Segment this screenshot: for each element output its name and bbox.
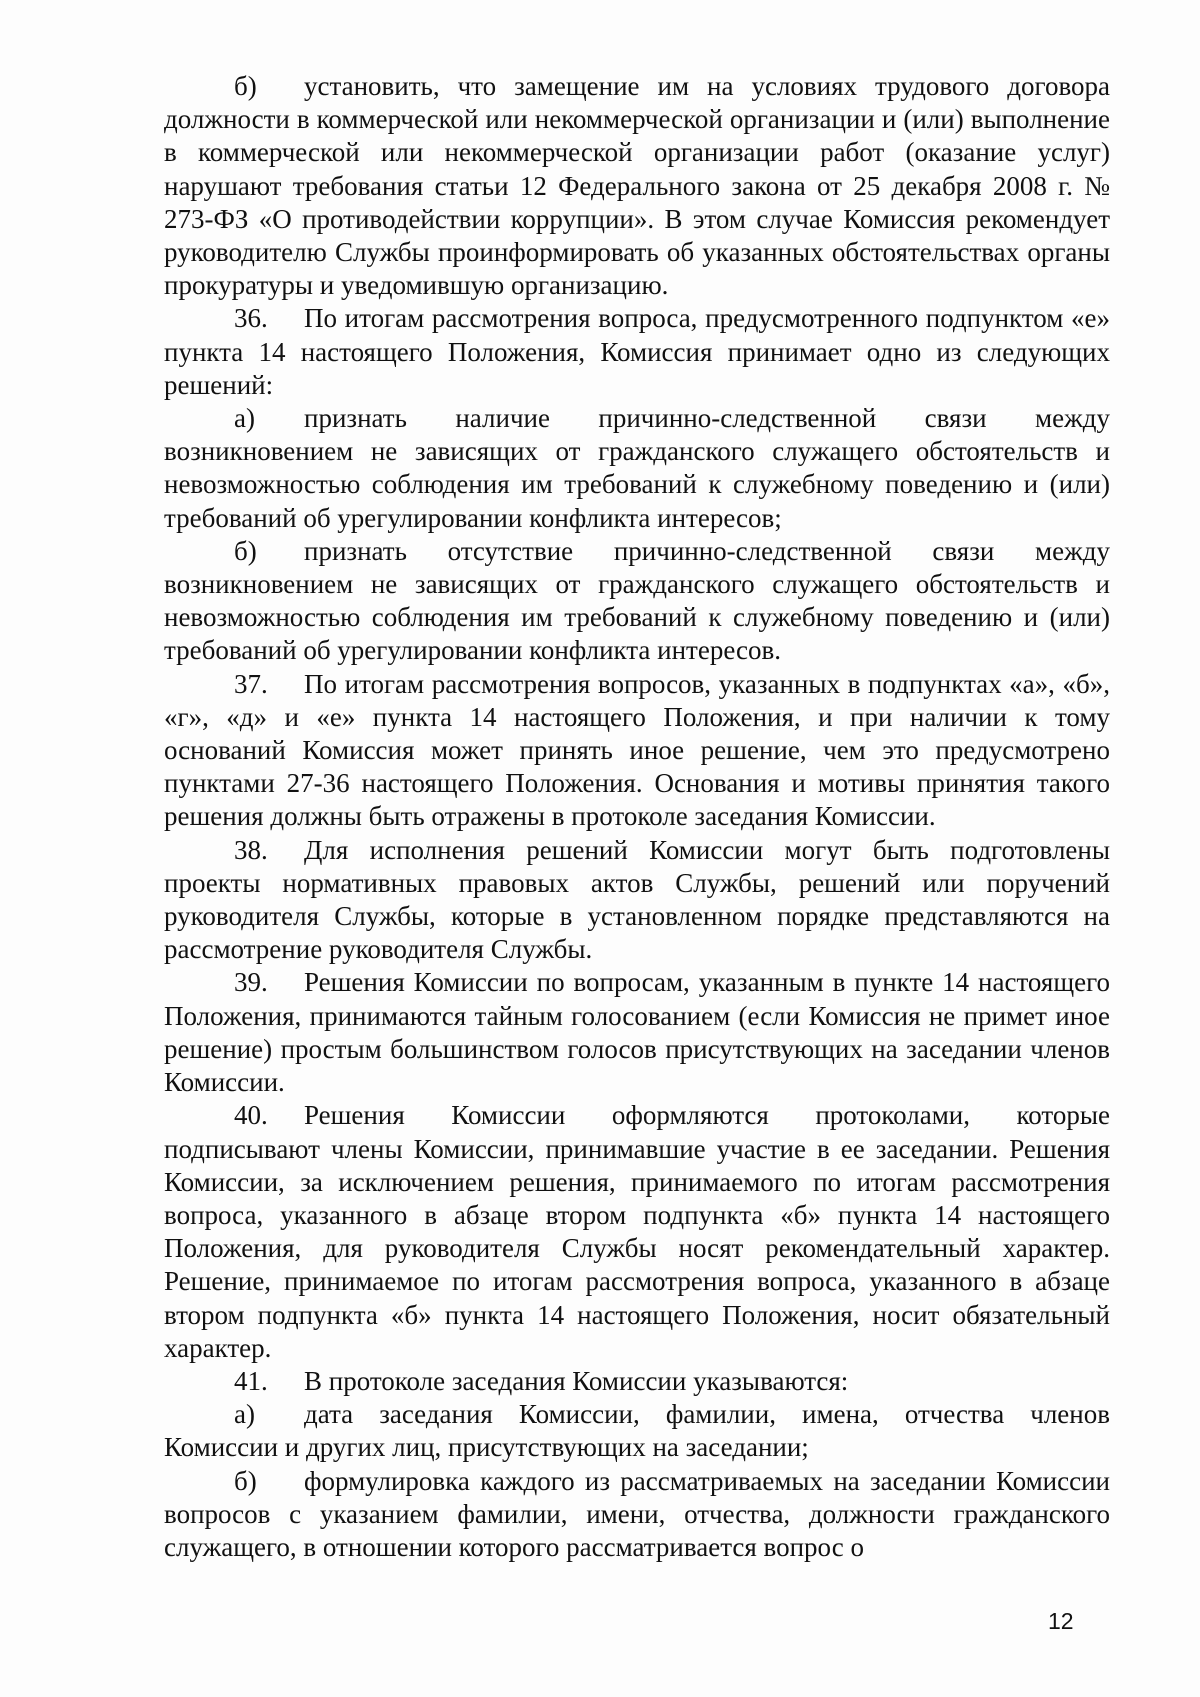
paragraph-37 (164, 668, 1110, 834)
paragraph-number: а) (234, 403, 255, 434)
paragraph-text: Для исполнения решений Комиссии могут быть подготовлены проекты нормативных правовых актов Службы, решений или поручений руководителя Службы, которые в установленном порядке представляются на рассмотрение руководителя Службы. (164, 834, 1110, 965)
paragraph-number: б) (234, 535, 257, 566)
paragraph-number: 40. (234, 1100, 268, 1131)
paragraph-number: 36. (234, 303, 268, 334)
paragraph-text: формулировка каждого из рассматриваемых на заседании Комиссии вопросов с указанием фамилии, имени, отчества, должности гражданского служащего, в отношении которого рассматривается вопрос о (164, 1465, 1110, 1562)
paragraph-38 (164, 834, 1110, 967)
paragraph-36-b (164, 535, 1110, 668)
paragraph-number: 37. (234, 668, 268, 699)
paragraph-text: Решения Комиссии по вопросам, указанным в пункте 14 настоящего Положения, принимаются тайным голосованием (если Комиссия не примет иное решение) простым большинством голосов присутствующих на заседании членов Комиссии. (164, 967, 1110, 1098)
paragraph-36 (164, 302, 1110, 402)
paragraph-41-b (164, 1465, 1110, 1565)
paragraph-39 (164, 966, 1110, 1099)
paragraph-text: признать отсутствие причинно-следственной связи между возникновением не зависящих от гражданского служащего обстоятельств и невозможностью соблюдения им требований к служебному поведению и (или) требований об урегулировании конфликта интересов. (164, 535, 1110, 666)
paragraph-41-a (164, 1398, 1110, 1464)
document-body (164, 70, 1110, 1564)
paragraph-text: установить, что замещение им на условиях трудового договора должности в коммерческой или некоммерческой организации и (или) выполнение в коммерческой или некоммерческой организации работ (оказание услуг) нарушают требования статьи 12 Федерального закона от 25 декабря 2008 г. № 273-ФЗ «О противодействии коррупции». В этом случае Комиссия рекомендует руководителю Службы проинформировать об указанных обстоятельствах органы прокуратуры и уведомившую организацию. (164, 71, 1110, 301)
paragraph-text: По итогам рассмотрения вопросов, указанных в подпунктах «а», «б», «г», «д» и «е» пункта 14 настоящего Положения, и при наличии к тому оснований Комиссия может принять иное решение, чем это предусмотрено пунктами 27-36 настоящего Положения. Основания и мотивы принятия такого решения должны быть отражены в протоколе заседания Комиссии. (164, 668, 1110, 832)
paragraph-number: а) (234, 1399, 255, 1430)
paragraph-number: 38. (234, 834, 268, 865)
paragraph-41 (164, 1365, 1110, 1398)
paragraph-text: В протоколе заседания Комиссии указываются: (304, 1365, 849, 1396)
paragraph-b-establish (164, 70, 1110, 302)
paragraph-text: По итогам рассмотрения вопроса, предусмотренного подпунктом «е» пункта 14 настоящего Положения, Комиссия принимает одно из следующих решений: (164, 303, 1110, 400)
paragraph-text: Решения Комиссии оформляются протоколами, которые подписывают члены Комиссии, принимавшие участие в ее заседании. Решения Комиссии, за исключением решения, принимаемого по итогам рассмотрения вопроса, указанного в абзаце втором подпункта «б» пункта 14 настоящего Положения, для руководителя Службы носят рекомендательный характер. Решение, принимаемое по итогам рассмотрения вопроса, указанного в абзаце втором подпункта «б» пункта 14 настоящего Положения, носит обязательный характер. (164, 1100, 1110, 1363)
paragraph-text: дата заседания Комиссии, фамилии, имена, отчества членов Комиссии и других лиц, присутствующих на заседании; (164, 1399, 1110, 1463)
paragraph-36-a (164, 402, 1110, 535)
paragraph-number: б) (234, 1465, 257, 1496)
paragraph-text: признать наличие причинно-следственной связи между возникновением не зависящих от гражданского служащего обстоятельств и невозможностью соблюдения им требований к служебному поведению и (или) требований об урегулировании конфликта интересов; (164, 403, 1110, 533)
paragraph-number: 41. (234, 1365, 268, 1396)
page-number: 12 (1048, 1608, 1074, 1634)
paragraph-number: 39. (234, 967, 268, 998)
paragraph-number: б) (234, 71, 257, 101)
paragraph-40 (164, 1099, 1110, 1365)
